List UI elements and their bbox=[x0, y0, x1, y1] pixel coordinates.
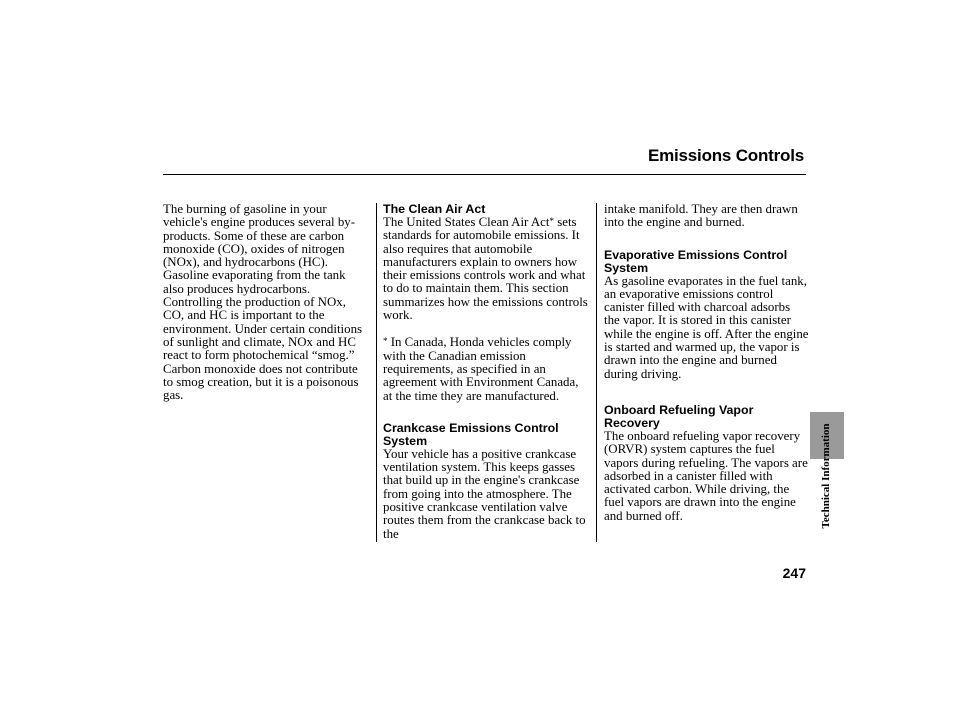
evaporative-heading: Evaporative Emissions Control System bbox=[604, 247, 788, 275]
crankcase-paragraph: Your vehicle has a positive crankcase ventilation system. This keeps gasses that build up in the engine's crankcase from going into the atmosphere. The positive crankcase ventilation valve routes them from the crankcase back to the bbox=[383, 446, 586, 541]
orvr-heading: Onboard Refueling Vapor Recovery bbox=[604, 402, 754, 430]
column-divider-2 bbox=[596, 203, 597, 542]
orvr-paragraph: The onboard refueling vapor recovery (ORVR) system captures the fuel vapors during refueling. The vapors are adsorbed in a canister filled with activated carbon. While driving, the fuel vapors are drawn into the engine and burned off. bbox=[604, 428, 808, 523]
section-tab-label: Technical Information bbox=[820, 423, 832, 529]
canada-footnote-text: In Canada, Honda vehicles comply with the Canadian emission requirements, as specified in an agreement with Environment Canada, at the time they are manufactured. bbox=[383, 335, 579, 403]
clean-air-act-heading: The Clean Air Act bbox=[383, 202, 486, 216]
intro-paragraph: The burning of gasoline in your vehicle's engine produces several by-products. Some of these are carbon monoxide (CO), oxides of nitrogen (NOx), and hydrocarbons (HC). Gasoline evaporating from the tank also produces hydrocarbons. Controlling the production of NOx, CO, and HC is important to the environment. Under certain conditions of sunlight and climate, NOx and HC react to form photochemical “smog.” Carbon monoxide does not contribute to smog creation, but it is a poisonous gas. bbox=[163, 202, 363, 403]
column-divider-1 bbox=[376, 203, 377, 542]
evaporative-paragraph: As gasoline evaporates in the fuel tank, an evaporative emissions control canister filled with charcoal adsorbs the vapor. It is stored in this canister while the engine is off. After the engine is started and warmed up, the vapor is drawn into the engine and burned during driving. bbox=[604, 273, 809, 381]
clean-air-act-paragraph bbox=[383, 216, 588, 322]
footnote-marker: * bbox=[383, 336, 388, 347]
footnote-marker: * bbox=[549, 216, 554, 226]
canada-footnote bbox=[383, 336, 588, 402]
column-clean-air bbox=[383, 203, 588, 541]
continuation-paragraph: intake manifold. They are then drawn into the engine and burned. bbox=[604, 202, 798, 230]
page-number: 247 bbox=[782, 565, 806, 581]
column-evaporative bbox=[604, 203, 809, 523]
crankcase-heading: Crankcase Emissions Control System bbox=[383, 420, 559, 448]
page-title: Emissions Controls bbox=[647, 146, 804, 165]
title-rule bbox=[163, 174, 806, 175]
column-intro bbox=[163, 203, 368, 402]
clean-air-act-text: sets standards for automobile emissions. It also requires that automobile manufacturers explain to owners how their emissions controls work and what to do to maintain them. This section summarizes how the emissions controls work. bbox=[383, 215, 588, 323]
clean-air-act-lead: The United States Clean Air Act bbox=[383, 215, 550, 229]
